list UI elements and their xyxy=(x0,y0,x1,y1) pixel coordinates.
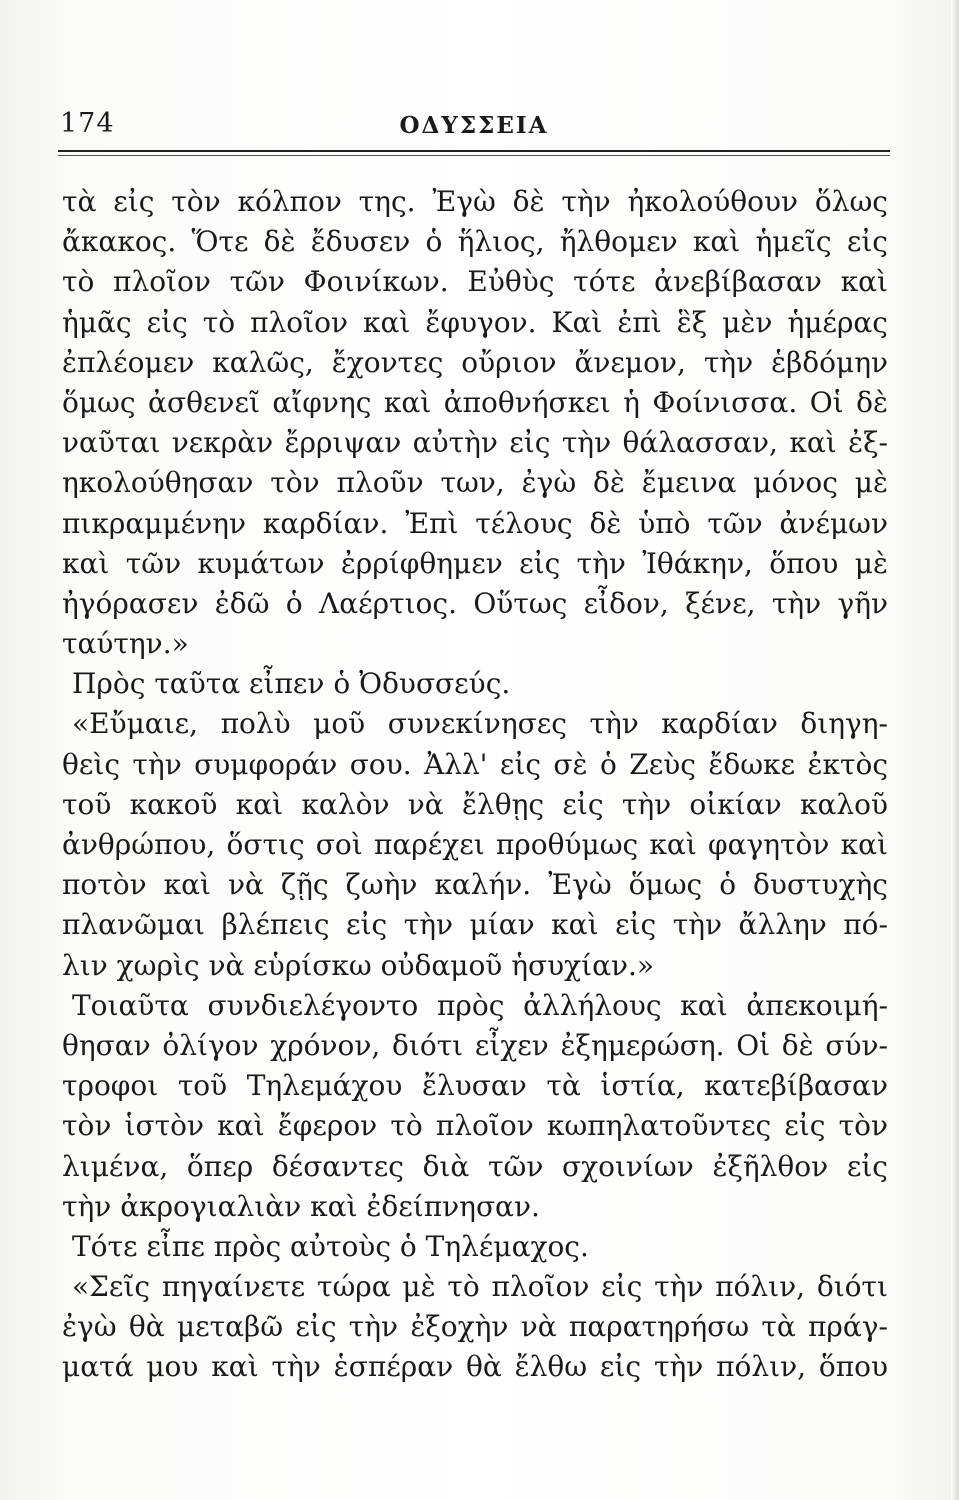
text-line: τὸ πλοῖον τῶν Φοινίκων. Εὐθὺς τότε ἀνεβίβασαν καὶ xyxy=(62,265,888,299)
text-line: ταύτην.» xyxy=(62,627,189,661)
text-line: Πρὸς ταῦτα εἶπεν ὁ Ὀδυσσεύς. xyxy=(72,667,511,701)
body-text xyxy=(62,182,888,1388)
text-line: τὰ εἰς τὸν κόλπον της. Ἐγὼ δὲ τὴν ἠκολούθουν ὅλως xyxy=(62,185,888,218)
text-line: ἐπλέομεν καλῶς, ἔχοντες οὔριον ἄνεμον, τὴν ἑβδόμην xyxy=(62,345,888,379)
text-line: «Σεῖς πηγαίνετε τώρα μὲ τὸ πλοῖον εἰς τὴν πόλιν, διότι xyxy=(72,1270,888,1304)
header-rule xyxy=(58,150,890,156)
page-number: 174 xyxy=(60,108,115,139)
page-edge-shadow xyxy=(951,0,959,1500)
text-line: τροφοι τοῦ Τηλεμάχου ἔλυσαν τὰ ἱστία, κατεβίβασαν xyxy=(62,1069,888,1103)
text-line: τὸν ἱστὸν καὶ ἔφερον τὸ πλοῖον κωπηλατοῦντες εἰς τὸν xyxy=(62,1109,888,1143)
text-line: καὶ τῶν κυμάτων ἐρρίφθημεν εἰς τὴν Ἰθάκην, ὅπου μὲ xyxy=(62,546,888,580)
text-line: ἀνθρώπου, ὅστις σοὶ παρέχει προθύμως καὶ φαγητὸν καὶ xyxy=(62,828,888,861)
text-line: πλανῶμαι βλέπεις εἰς τὴν μίαν καὶ εἰς τὴν ἄλλην πό- xyxy=(62,908,888,942)
text-line: ὅμως ἀσθενεῖ αἴφνης καὶ ἀποθνήσκει ἡ Φοίνισσα. Οἱ δὲ xyxy=(62,385,888,419)
text-line: ηκολούθησαν τὸν πλοῦν των, ἐγὼ δὲ ἔμεινα μόνος μὲ xyxy=(62,466,888,500)
text-line: θεὶς τὴν συμφοράν σου. Ἀλλ' εἰς σὲ ὁ Ζεὺς ἔδωκε ἐκτὸς xyxy=(62,747,888,781)
text-line: λιμένα, ὅπερ δέσαντες διὰ τῶν σχοινίων ἐξῆλθον εἰς xyxy=(62,1149,888,1183)
text-line: Τοιαῦτα συνδιελέγοντο πρὸς ἀλλήλους καὶ ἀπεκοιμή- xyxy=(72,988,888,1022)
text-line: ἐγὼ θὰ μεταβῶ εἰς τὴν ἐξοχὴν νὰ παρατηρήσω τὰ πράγ- xyxy=(62,1310,888,1344)
text-line: ναῦται νεκρὰν ἔρριψαν αὐτὴν εἰς τὴν θάλασσαν, καὶ ἐξ- xyxy=(62,426,888,460)
text-line: πικραμμένην καρδίαν. Ἐπὶ τέλους δὲ ὑπὸ τῶν ἀνέμων xyxy=(62,506,888,540)
text-line: λιν χωρὶς νὰ εὑρίσκω οὐδαμοῦ ἡσυχίαν.» xyxy=(62,948,655,982)
text-line: ἄκακος. Ὅτε δὲ ἔδυσεν ὁ ἥλιος, ἤλθομεν καὶ ἡμεῖς εἰς xyxy=(62,225,888,259)
page-header xyxy=(58,108,890,148)
text-line: ἡμᾶς εἰς τὸ πλοῖον καὶ ἔφυγον. Καὶ ἐπὶ ἓξ μὲν ἡμέρας xyxy=(62,305,888,339)
text-line: ποτὸν καὶ νὰ ζῇς ζωὴν καλήν. Ἐγὼ ὅμως ὁ δυστυχὴς xyxy=(62,868,888,902)
text-line: τοῦ κακοῦ καὶ καλὸν νὰ ἔλθῃς εἰς τὴν οἰκίαν καλοῦ xyxy=(62,787,888,821)
text-line: ἠγόρασεν ἐδῶ ὁ Λαέρτιος. Οὕτως εἶδον, ξένε, τὴν γῆν xyxy=(62,586,888,620)
running-title: ΟΔΥΣΣΕΙΑ xyxy=(399,112,549,139)
text-line: «Εὔμαιε, πολὺ μοῦ συνεκίνησες τὴν καρδίαν διηγη- xyxy=(72,707,888,741)
text-line: τὴν ἀκρογιαλιὰν καὶ ἐδείπνησαν. xyxy=(62,1189,540,1223)
text-line: Τότε εἶπε πρὸς αὐτοὺς ὁ Τηλέμαχος. xyxy=(72,1229,589,1263)
text-line: θησαν ὀλίγον χρόνον, διότι εἶχεν ἐξημερώση. Οἱ δὲ σύν- xyxy=(62,1028,888,1062)
text-line: ματά μου καὶ τὴν ἑσπέραν θὰ ἔλθω εἰς τὴν πόλιν, ὅπου xyxy=(62,1350,888,1384)
